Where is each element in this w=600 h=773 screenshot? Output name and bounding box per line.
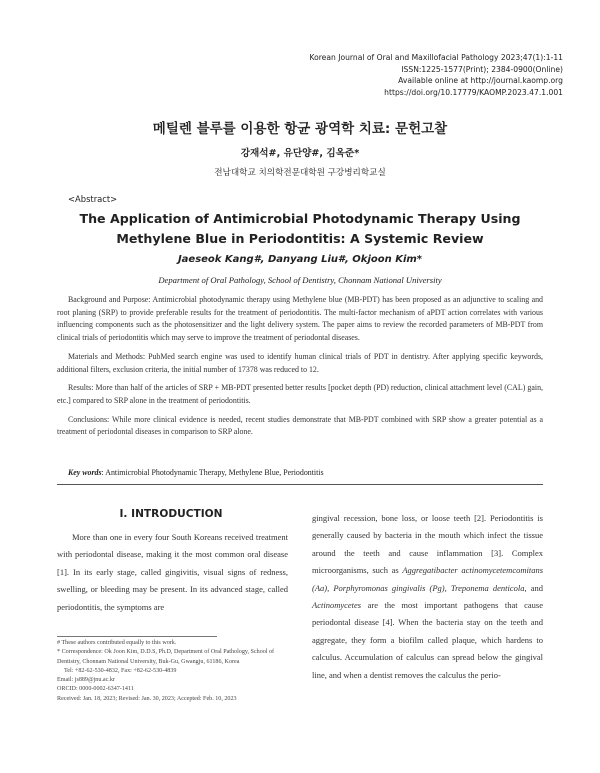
- english-affiliation: Department of Oral Pathology, School of Dentistry, Chonnam National University: [158, 275, 442, 285]
- journal-header: [309, 52, 563, 98]
- journal-issn: ISSN:1225-1577(Print); 2384-0900(Online): [401, 64, 563, 74]
- section-heading: Ⅰ. INTRODUCTION: [119, 508, 223, 520]
- footnote-received: Received: Jan. 18, 2023; Revised: Jan. 30, 2023; Accepted: Feb. 10, 2023: [57, 695, 237, 702]
- right-text-2: and: [526, 582, 543, 593]
- footnotes: [57, 639, 288, 704]
- right-text-1: gingival recession, bone loss, or loose teeth [2]. Periodontitis is generally caused by bacteria in the mouth which infect the tissue around the teeth and cause inflammation [3]. Complex microorganisms, such as: [312, 513, 543, 576]
- keywords: [68, 468, 538, 477]
- right-italic-1: Aggregatibacter actinomycetemcomitans (Aa), Porphyromonas gingivalis (Pg), Treponema denticola,: [312, 565, 544, 593]
- abstract-body: [57, 294, 543, 445]
- english-title: The Application of Antimicrobial Photodynamic Therapy Using Methylene Blue in Periodontitis: A Systemic Review: [79, 211, 521, 246]
- journal-citation: Korean Journal of Oral and Maxillofacial Pathology 2023;47(1):1-11: [309, 53, 563, 62]
- footnote-correspondence: * Correspondence: Ok Joon Kim, D.D.S, Ph.D, Department of Oral Pathology, School of Dentistry, Chonnam National University, Buk-Gu, Gwangju, 61186, Korea: [57, 649, 275, 665]
- footnote-orcid: ORCID: 0000-0002-6347-1411: [57, 686, 134, 693]
- journal-doi: https://doi.org/10.17779/KAOMP.2023.47.1.001: [384, 87, 563, 97]
- keywords-label: Key words: [68, 468, 102, 477]
- abstract-methods: Materials and Methods: PubMed search engine was used to identify human clinical trials of PDT in dentistry. After applying specific keywords, additional filters, exclusion criteria, the initial number of 17378 was reduced to 12.: [57, 351, 543, 374]
- footnote-equal-contribution: # These authors contributed equally to this work.: [57, 640, 177, 646]
- abstract-label: <Abstract>: [68, 194, 118, 204]
- right-text-3: are the most important pathogens that cause periodontal disease [4]. When the bacteria stay on the teeth and aggregate, they form a biofilm called plaque, which hardens to calculus. Accumulation of calculus can spread below the gingival line, and when a dentist removes the calculus the perio-: [312, 600, 543, 680]
- english-authors: Jaeseok Kang#, Danyang Liu#, Okjoon Kim*: [177, 254, 423, 265]
- intro-left-column: More than one in every four South Koreans received treatment with periodontal disease, making it the most common oral disease [1]. In its early stage, called gingivitis, visual signs of redness, swelling, or bleeding may be present. In its advanced stage, called periodontitis, the symptoms are: [57, 532, 288, 612]
- korean-authors: 강재석#, 유단양#, 김옥준*: [240, 148, 360, 159]
- abstract-conclusions: Conclusions: While more clinical evidence is needed, recent studies demonstrate that MB-PDT combined with SRP show a greater potential as a treatment of periodontal diseases in comparison to SRP alone.: [57, 414, 543, 437]
- korean-affiliation: 전남대학교 치의학전문대학원 구강병리학교실: [214, 168, 386, 178]
- keywords-text: : Antimicrobial Photodynamic Therapy, Methylene Blue, Periodontitis: [101, 468, 324, 477]
- korean-title: 메틸렌 블루를 이용한 항균 광역학 치료: 문헌고찰: [152, 121, 448, 137]
- footnote-rule: [57, 636, 217, 637]
- abstract-results: Results: More than half of the articles of SRP + MB-PDT presented better results [pocket depth (PD) reduction, clinical attachment level (CAL) gain, etc.] compared to SRP alone in the treatment of periodontitis.: [57, 383, 543, 405]
- section-divider: [57, 484, 543, 485]
- right-italic-2: Actinomycetes: [312, 600, 362, 611]
- journal-url: Available online at http://journal.kaomp.org: [398, 76, 563, 85]
- footnote-tel: Tel: +82-62-530-4832, Fax: +82-62-530-4839: [64, 667, 177, 674]
- intro-right-column: [312, 510, 543, 684]
- footnote-email: Email: js889@jnu.ac.kr: [57, 677, 115, 684]
- abstract-background: Background and Purpose: Antimicrobial photodynamic therapy using Methylene blue (MB-PDT) has been proposed as an adjunctive to scaling and root planing (SRP) to provide preferable results for the treatment of periodontitis. The multi-factor mechanism of aPDT action correlates with various influencing components such as the photosensitizer and the light delivery system. The paper aims to review the recorded parameters of MB-PDT from clinical trials of periodontitis which may serve to improve the treatment of periodontal diseases.: [57, 295, 543, 343]
